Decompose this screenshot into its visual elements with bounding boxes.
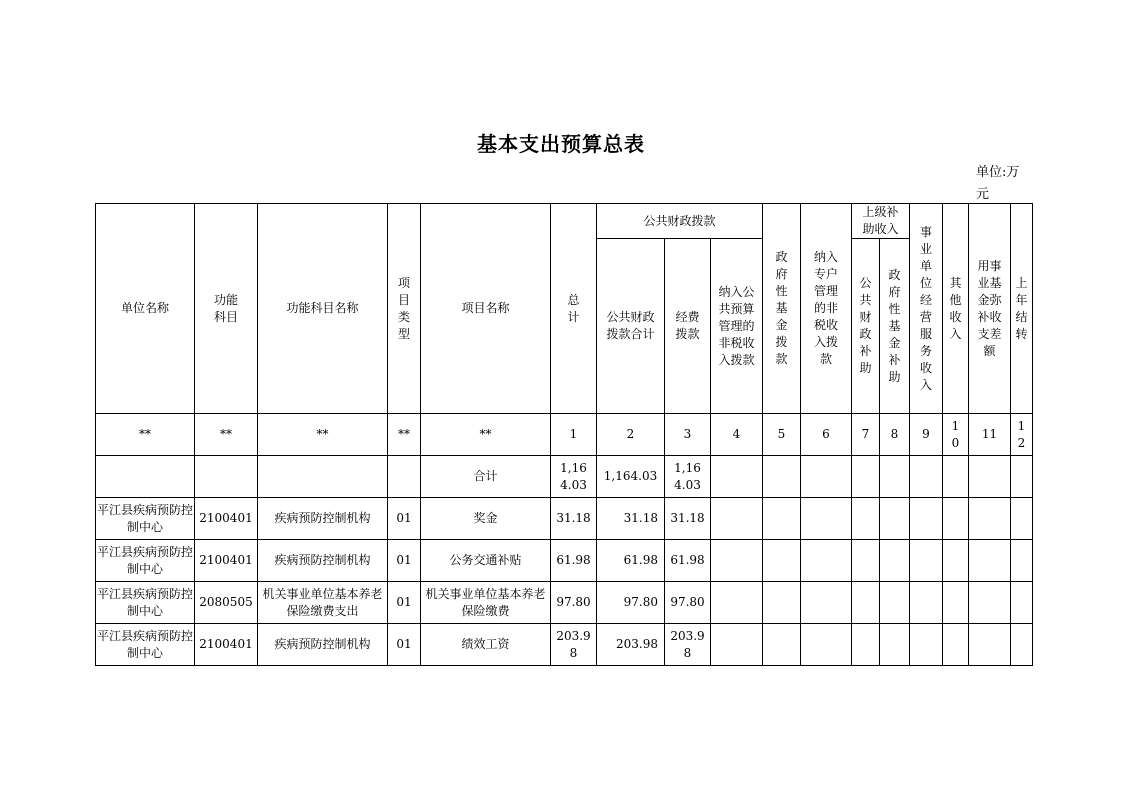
header-sup-public: 公共财政补助 — [852, 239, 880, 414]
header-unit-name: 单位名称 — [96, 204, 195, 414]
header-public-finance: 公共财政拨款 — [597, 204, 763, 239]
row-code: 2100401 — [195, 540, 258, 582]
total-row — [96, 456, 1033, 498]
row-pf-fee: 31.18 — [665, 498, 711, 540]
row-project: 奖金 — [421, 498, 551, 540]
row-unit: 平江县疾病预防控制中心 — [96, 624, 195, 666]
row-type: 01 — [388, 582, 421, 624]
row-func: 疾病预防控制机构 — [258, 540, 388, 582]
index-cell: 7 — [852, 414, 880, 456]
index-cell: 3 — [665, 414, 711, 456]
header-superior: 上级补助收入 — [852, 204, 910, 239]
header-carryover: 上年结转 — [1011, 204, 1033, 414]
row-type: 01 — [388, 624, 421, 666]
row-pf-total: 31.18 — [597, 498, 665, 540]
index-cell: 12 — [1011, 414, 1033, 456]
total-pf-fee: 1,164.03 — [665, 456, 711, 498]
row-pf-total: 97.80 — [597, 582, 665, 624]
row-pf-fee: 203.98 — [665, 624, 711, 666]
header-total: 总计 — [551, 204, 597, 414]
index-cell: ** — [96, 414, 195, 456]
table-row — [96, 582, 1033, 624]
header-pf-fee: 经费拨款 — [665, 239, 711, 414]
header-pf-total: 公共财政拨款合计 — [597, 239, 665, 414]
header-special-nontax: 纳入专户管理的非税收入拨款 — [801, 204, 852, 414]
row-total: 61.98 — [551, 540, 597, 582]
row-total: 97.80 — [551, 582, 597, 624]
index-cell: 6 — [801, 414, 852, 456]
header-gov-fund: 政府性基金拨款 — [763, 204, 801, 414]
index-cell: 4 — [711, 414, 763, 456]
table-row — [96, 498, 1033, 540]
unit-label: 单位:万元 — [976, 165, 1020, 202]
index-cell: 5 — [763, 414, 801, 456]
header-pf-nontax: 纳入公共预算管理的非税收入拨款 — [711, 239, 763, 414]
row-code: 2100401 — [195, 624, 258, 666]
row-project: 公务交通补贴 — [421, 540, 551, 582]
index-cell: ** — [421, 414, 551, 456]
header-sup-gov: 政府性基金补助 — [880, 239, 910, 414]
index-cell: 11 — [969, 414, 1011, 456]
row-total: 31.18 — [551, 498, 597, 540]
row-type: 01 — [388, 498, 421, 540]
row-pf-total: 203.98 — [597, 624, 665, 666]
index-cell: 8 — [880, 414, 910, 456]
index-row — [96, 414, 1033, 456]
row-total: 203.98 — [551, 624, 597, 666]
header-biz-income: 事业单位经营服务收入 — [910, 204, 943, 414]
index-cell: 2 — [597, 414, 665, 456]
row-pf-fee: 61.98 — [665, 540, 711, 582]
index-cell: ** — [388, 414, 421, 456]
row-code: 2080505 — [195, 582, 258, 624]
row-project: 机关事业单位基本养老保险缴费 — [421, 582, 551, 624]
header-func-code: 功能科目 — [195, 204, 258, 414]
row-func: 机关事业单位基本养老保险缴费支出 — [258, 582, 388, 624]
header-row-1 — [96, 204, 1033, 239]
row-unit: 平江县疾病预防控制中心 — [96, 582, 195, 624]
total-label: 合计 — [421, 456, 551, 498]
index-cell: ** — [258, 414, 388, 456]
row-pf-total: 61.98 — [597, 540, 665, 582]
page-title: 基本支出预算总表 — [477, 132, 645, 156]
table-row — [96, 624, 1033, 666]
index-cell: ** — [195, 414, 258, 456]
row-pf-fee: 97.80 — [665, 582, 711, 624]
header-fund-balance: 用事业基金弥补收支差额 — [969, 204, 1011, 414]
header-proj-name: 项目名称 — [421, 204, 551, 414]
row-unit: 平江县疾病预防控制中心 — [96, 540, 195, 582]
total-pf-total: 1,164.03 — [597, 456, 665, 498]
header-func-name: 功能科目名称 — [258, 204, 388, 414]
row-code: 2100401 — [195, 498, 258, 540]
row-unit: 平江县疾病预防控制中心 — [96, 498, 195, 540]
index-cell: 1 — [551, 414, 597, 456]
row-func: 疾病预防控制机构 — [258, 498, 388, 540]
budget-table — [95, 203, 1033, 666]
row-type: 01 — [388, 540, 421, 582]
index-cell: 10 — [943, 414, 969, 456]
table-row — [96, 540, 1033, 582]
row-project: 绩效工资 — [421, 624, 551, 666]
header-other-income: 其他收入 — [943, 204, 969, 414]
row-func: 疾病预防控制机构 — [258, 624, 388, 666]
index-cell: 9 — [910, 414, 943, 456]
total-value: 1,164.03 — [551, 456, 597, 498]
header-proj-type: 项目类型 — [388, 204, 421, 414]
